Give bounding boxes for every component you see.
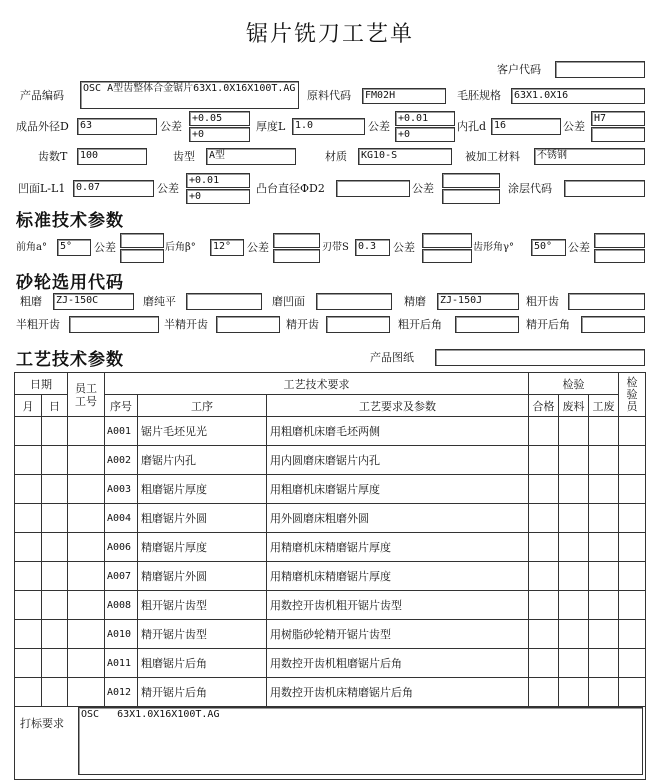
outer-diameter-tol-label: 公差 [160,120,182,133]
month-cell[interactable] [15,620,42,649]
fine-relief-label: 精开后角 [526,318,570,331]
outer-diameter-label: 成品外径D [16,120,69,133]
seq-cell: A002 [105,446,138,475]
tooth-angle-tol-lower[interactable] [594,249,645,263]
rough-teeth-label: 粗开齿 [526,295,559,308]
pass-cell[interactable] [529,562,559,591]
land-tol-label: 公差 [393,241,415,254]
wheel-codes-heading: 砂轮选用代码 [16,273,124,293]
header-inspector: 检验员 [619,373,646,417]
step-cell: 精磨锯片厚度 [138,533,267,562]
scrap-material-cell[interactable] [559,504,589,533]
bore-tol-lower[interactable] [591,127,645,142]
process-heading: 工艺技术参数 [16,350,124,370]
rough-relief-field[interactable] [455,316,519,333]
recess-tol-label: 公差 [157,182,179,195]
pass-cell[interactable] [529,417,559,446]
month-cell[interactable] [15,417,42,446]
semi-rough-teeth-label: 半粗开齿 [16,318,60,331]
fine-teeth-field[interactable] [326,316,390,333]
step-cell: 磨锯片内孔 [138,446,267,475]
teeth-label: 齿数T [38,150,68,163]
detail-cell: 用数控开齿机粗开锯片齿型 [267,591,529,620]
recess-field[interactable]: 0.07 [73,180,154,197]
header-detail: 工艺要求及参数 [267,395,529,417]
scrap-material-cell[interactable] [559,620,589,649]
scrap-work-cell[interactable] [589,417,619,446]
marking-row [15,707,646,780]
scrap-work-cell[interactable] [589,591,619,620]
bore-tol-upper[interactable]: H7 [591,111,645,126]
outer-diameter-field[interactable]: 63 [77,118,157,135]
scrap-material-cell[interactable] [559,475,589,504]
recess-tol-upper[interactable]: +0.01 [186,173,250,188]
table-row [15,475,646,504]
material-label: 材质 [325,150,347,163]
day-cell[interactable] [42,475,68,504]
blank-spec-label: 毛胚规格 [457,89,501,102]
step-cell: 锯片毛坯见光 [138,417,267,446]
day-cell[interactable] [42,533,68,562]
employee-cell[interactable] [68,562,105,591]
customer-code-label: 客户代码 [497,63,541,76]
month-cell[interactable] [15,678,42,707]
detail-cell: 用内圆磨床磨锯片内孔 [267,446,529,475]
month-cell[interactable] [15,533,42,562]
scrap-work-cell[interactable] [589,475,619,504]
bore-label: 内孔d [457,120,487,133]
land-tol-lower[interactable] [422,249,472,263]
table-row [15,446,646,475]
process-table [14,372,646,780]
seq-cell: A006 [105,533,138,562]
scrap-material-cell[interactable] [559,649,589,678]
boss-diameter-label: 凸台直径ΦD2 [256,182,325,195]
detail-cell: 用粗磨机床磨锯片厚度 [267,475,529,504]
month-cell[interactable] [15,591,42,620]
tooth-type-field[interactable]: A型 [206,148,296,165]
step-cell: 精磨锯片外圆 [138,562,267,591]
inspector-cell[interactable] [619,504,646,533]
land-label: 刃带S [322,242,349,253]
pass-cell[interactable] [529,649,559,678]
rake-angle-tol-upper[interactable] [120,233,164,248]
day-cell[interactable] [42,562,68,591]
coating-code-field[interactable] [564,180,645,197]
thickness-label: 厚度L [256,120,286,133]
header-pass: 合格 [529,395,559,417]
drawing-label: 产品图纸 [370,351,414,364]
day-cell[interactable] [42,417,68,446]
header-seq: 序号 [105,395,138,417]
seq-cell: A001 [105,417,138,446]
fine-grind-field[interactable]: ZJ-150J [437,293,519,310]
tooth-angle-tol-upper[interactable] [594,233,645,248]
seq-cell: A008 [105,591,138,620]
detail-cell: 用精磨机床精磨锯片厚度 [267,562,529,591]
scrap-material-cell[interactable] [559,533,589,562]
teeth-field[interactable]: 100 [77,148,147,165]
scrap-material-cell[interactable] [559,678,589,707]
flat-grind-label: 磨纯平 [143,295,176,308]
bore-tol-label: 公差 [563,120,585,133]
step-cell: 粗开锯片齿型 [138,591,267,620]
inspector-cell[interactable] [619,417,646,446]
table-row [15,591,646,620]
day-cell[interactable] [42,591,68,620]
semi-fine-teeth-label: 半精开齿 [164,318,208,331]
work-material-label: 被加工材料 [465,150,520,163]
step-cell: 精开锯片后角 [138,678,267,707]
land-tol-upper[interactable] [422,233,472,248]
employee-cell[interactable] [68,649,105,678]
seq-cell: A011 [105,649,138,678]
table-row [15,533,646,562]
inspector-cell[interactable] [619,475,646,504]
boss-diameter-tol-label: 公差 [412,182,434,195]
detail-cell: 用粗磨机床磨毛坯两侧 [267,417,529,446]
clearance-angle-tol-label: 公差 [247,241,269,254]
table-row [15,678,646,707]
fine-teeth-label: 精开齿 [286,318,319,331]
header-month: 月 [15,395,42,417]
rough-teeth-field[interactable] [568,293,645,310]
day-cell[interactable] [42,620,68,649]
employee-cell[interactable] [68,504,105,533]
tooth-angle-label: 齿形角γ° [473,242,514,253]
tooth-type-label: 齿型 [173,150,195,163]
fine-relief-field[interactable] [581,316,645,333]
scrap-work-cell[interactable] [589,533,619,562]
employee-cell[interactable] [68,533,105,562]
tooth-angle-field[interactable]: 50° [531,239,566,256]
work-material-field[interactable]: 不锈钢 [534,148,645,165]
clearance-angle-tol-lower[interactable] [273,249,320,263]
employee-cell[interactable] [68,620,105,649]
product-code-field[interactable]: OSC A型齿整体合金锯片63X1.0X16X100T.AG [80,81,299,109]
table-row [15,562,646,591]
page-title: 锯片铣刀工艺单 [245,22,414,47]
detail-cell: 用外圆磨床粗磨外圆 [267,504,529,533]
inspector-cell[interactable] [619,620,646,649]
clearance-angle-tol-upper[interactable] [273,233,320,248]
scrap-material-cell[interactable] [559,591,589,620]
table-row [15,649,646,678]
month-cell[interactable] [15,475,42,504]
month-cell[interactable] [15,649,42,678]
boss-diameter-tol-lower[interactable] [442,189,500,204]
pass-cell[interactable] [529,533,559,562]
material-code-field[interactable]: FM02H [362,88,446,104]
employee-cell[interactable] [68,475,105,504]
material-field[interactable]: KG10-S [358,148,452,165]
inspector-cell[interactable] [619,678,646,707]
boss-diameter-field[interactable] [336,180,410,197]
scrap-material-cell[interactable] [559,562,589,591]
detail-cell: 用数控开齿机粗磨锯片后角 [267,649,529,678]
outer-diameter-tol-lower[interactable]: +0 [189,127,250,142]
inspector-cell[interactable] [619,591,646,620]
scrap-work-cell[interactable] [589,562,619,591]
detail-cell: 用精磨机床精磨锯片厚度 [267,533,529,562]
inspector-cell[interactable] [619,446,646,475]
pass-cell[interactable] [529,620,559,649]
inspector-cell[interactable] [619,533,646,562]
inspector-cell[interactable] [619,562,646,591]
pass-cell[interactable] [529,678,559,707]
step-cell: 粗磨锯片厚度 [138,475,267,504]
seq-cell: A003 [105,475,138,504]
employee-cell[interactable] [68,417,105,446]
pass-cell[interactable] [529,504,559,533]
rough-grind-field[interactable]: ZJ-150C [53,293,134,310]
clearance-angle-label: 后角β° [165,242,196,253]
employee-cell[interactable] [68,678,105,707]
detail-cell: 用树脂砂轮精开锯片齿型 [267,620,529,649]
blank-spec-field[interactable]: 63X1.0X16 [511,88,645,104]
thickness-tol-lower[interactable]: +0 [395,127,455,142]
seq-cell: A012 [105,678,138,707]
scrap-work-cell[interactable] [589,446,619,475]
employee-cell[interactable] [68,446,105,475]
month-cell[interactable] [15,446,42,475]
scrap-work-cell[interactable] [589,504,619,533]
table-row [15,504,646,533]
seq-cell: A010 [105,620,138,649]
pass-cell[interactable] [529,475,559,504]
bore-field[interactable]: 16 [491,118,561,135]
rake-angle-tol-lower[interactable] [120,249,164,263]
fine-grind-label: 精磨 [404,295,426,308]
scrap-work-cell[interactable] [589,620,619,649]
step-cell: 精开锯片齿型 [138,620,267,649]
semi-fine-teeth-field[interactable] [216,316,280,333]
step-cell: 粗磨锯片外圆 [138,504,267,533]
rough-grind-label: 粗磨 [20,295,42,308]
rake-angle-tol-label: 公差 [94,241,116,254]
drawing-field[interactable] [435,349,645,366]
scrap-work-cell[interactable] [589,678,619,707]
header-scrap-material: 废料 [559,395,589,417]
scrap-work-cell[interactable] [589,649,619,678]
seq-cell: A007 [105,562,138,591]
month-cell[interactable] [15,562,42,591]
customer-code-field[interactable] [555,61,645,78]
coating-code-label: 涂层代码 [508,182,552,195]
header-scrap-work: 工废 [589,395,619,417]
thickness-field[interactable]: 1.0 [292,118,365,135]
day-cell[interactable] [42,504,68,533]
month-cell[interactable] [15,504,42,533]
standard-params-heading: 标准技术参数 [16,211,124,231]
recess-label: 凹面L-L1 [18,182,66,195]
boss-diameter-tol-upper[interactable] [442,173,500,188]
rake-angle-field[interactable]: 5° [57,239,91,256]
recess-grind-field[interactable] [316,293,392,310]
land-field[interactable]: 0.3 [355,239,390,256]
header-employee: 员工工号 [68,373,105,417]
outer-diameter-tol-upper[interactable]: +0.05 [189,111,250,126]
tooth-angle-tol-label: 公差 [568,241,590,254]
rough-relief-label: 粗开后角 [398,318,442,331]
header-day: 日 [42,395,68,417]
clearance-angle-field[interactable]: 12° [210,239,244,256]
inspector-cell[interactable] [619,649,646,678]
rake-angle-label: 前角a° [16,242,47,253]
marking-label: 打标要求 [20,717,64,730]
day-cell[interactable] [42,649,68,678]
material-code-label: 原料代码 [307,89,351,102]
table-row [15,620,646,649]
header-requirements: 工艺技术要求 [105,373,529,395]
recess-grind-label: 磨凹面 [272,295,305,308]
scrap-material-cell[interactable] [559,446,589,475]
detail-cell: 用数控开齿机床精磨锯片后角 [267,678,529,707]
table-row [15,417,646,446]
thickness-tol-upper[interactable]: +0.01 [395,111,455,126]
scrap-material-cell[interactable] [559,417,589,446]
product-code-label: 产品编码 [20,89,64,102]
step-cell: 粗磨锯片后角 [138,649,267,678]
semi-rough-teeth-field[interactable] [69,316,159,333]
header-date: 日期 [15,373,68,395]
pass-cell[interactable] [529,446,559,475]
day-cell[interactable] [42,446,68,475]
pass-cell[interactable] [529,591,559,620]
header-step: 工序 [138,395,267,417]
recess-tol-lower[interactable]: +0 [186,189,250,204]
header-inspection: 检验 [529,373,619,395]
marking-field[interactable]: OSC 63X1.0X16X100T.AG [78,707,643,775]
flat-grind-field[interactable] [186,293,262,310]
day-cell[interactable] [42,678,68,707]
thickness-tol-label: 公差 [368,120,390,133]
employee-cell[interactable] [68,591,105,620]
seq-cell: A004 [105,504,138,533]
